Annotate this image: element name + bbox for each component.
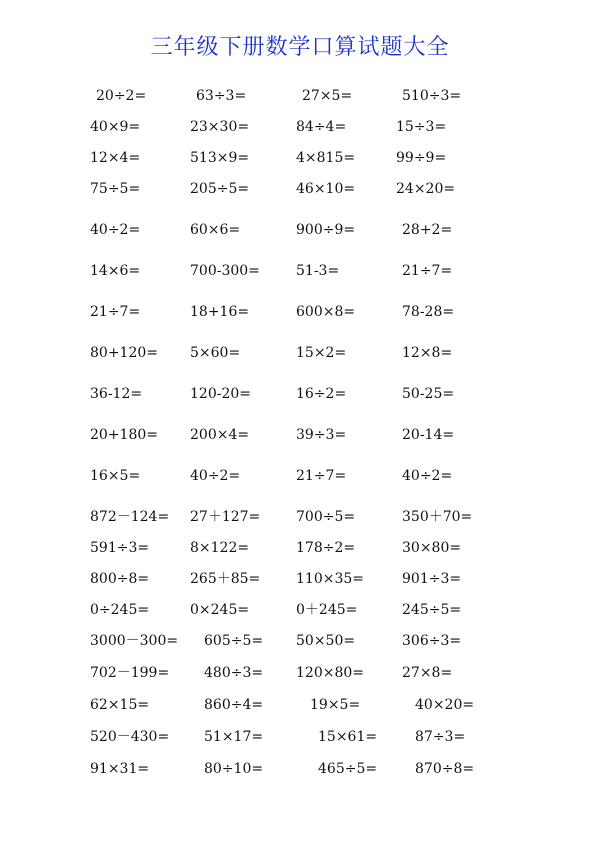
arithmetic-problem: 510÷3= xyxy=(402,88,462,104)
arithmetic-problem: 27×5= xyxy=(302,88,353,104)
arithmetic-problem: 110×35= xyxy=(296,571,364,587)
problem-row xyxy=(0,220,600,240)
arithmetic-problem: 480÷3= xyxy=(204,665,264,681)
arithmetic-problem: 600×8= xyxy=(296,304,356,320)
arithmetic-problem: 465÷5= xyxy=(318,761,378,777)
arithmetic-problem: 12×8= xyxy=(402,345,453,361)
arithmetic-problem: 16÷2= xyxy=(296,386,347,402)
arithmetic-problem: 78-28= xyxy=(402,304,455,320)
arithmetic-problem: 80÷10= xyxy=(204,761,264,777)
arithmetic-problem: 700÷5= xyxy=(296,509,356,525)
arithmetic-problem: 0÷245= xyxy=(90,602,150,618)
arithmetic-problem: 63÷3= xyxy=(196,88,247,104)
arithmetic-problem: 520－430= xyxy=(90,729,170,745)
problem-row xyxy=(0,663,600,683)
arithmetic-problem: 605÷5= xyxy=(204,633,264,649)
arithmetic-problem: 40×9= xyxy=(90,119,141,135)
arithmetic-problem: 350＋70= xyxy=(402,509,473,525)
arithmetic-problem: 99÷9= xyxy=(396,150,447,166)
arithmetic-problem: 62×15= xyxy=(90,697,150,713)
arithmetic-problem: 27×8= xyxy=(402,665,453,681)
arithmetic-problem: 5×60= xyxy=(190,345,241,361)
arithmetic-problem: 205÷5= xyxy=(190,181,250,197)
arithmetic-problem: 21÷7= xyxy=(90,304,141,320)
arithmetic-problem: 21÷7= xyxy=(402,263,453,279)
arithmetic-problem: 40÷2= xyxy=(90,222,141,238)
arithmetic-problem: 20+180= xyxy=(90,427,158,443)
problem-row xyxy=(0,425,600,445)
arithmetic-problem: 20-14= xyxy=(402,427,455,443)
arithmetic-problem: 50-25= xyxy=(402,386,455,402)
arithmetic-problem: 40÷2= xyxy=(190,468,241,484)
arithmetic-problem: 20÷2= xyxy=(96,88,147,104)
arithmetic-problem: 4×815= xyxy=(296,150,356,166)
problem-row xyxy=(0,148,600,168)
arithmetic-problem: 51-3= xyxy=(296,263,340,279)
arithmetic-problem: 16×5= xyxy=(90,468,141,484)
arithmetic-problem: 84÷4= xyxy=(296,119,347,135)
arithmetic-problem: 120×80= xyxy=(296,665,364,681)
arithmetic-problem: 265＋85= xyxy=(190,571,261,587)
arithmetic-problem: 14×6= xyxy=(90,263,141,279)
arithmetic-problem: 0＋245= xyxy=(296,602,358,618)
problem-row xyxy=(0,538,600,558)
arithmetic-problem: 40×20= xyxy=(415,697,475,713)
problem-row xyxy=(0,86,600,106)
problem-row xyxy=(0,179,600,199)
arithmetic-problem: 513×9= xyxy=(190,150,250,166)
arithmetic-problem: 30×80= xyxy=(402,540,462,556)
problem-row xyxy=(0,507,600,527)
arithmetic-problem: 15÷3= xyxy=(396,119,447,135)
problem-row xyxy=(0,117,600,137)
arithmetic-problem: 591÷3= xyxy=(90,540,150,556)
problem-row xyxy=(0,600,600,620)
arithmetic-problem: 91×31= xyxy=(90,761,150,777)
arithmetic-problem: 60×6= xyxy=(190,222,241,238)
arithmetic-problem: 19×5= xyxy=(310,697,361,713)
arithmetic-problem: 872－124= xyxy=(90,509,170,525)
arithmetic-problem: 3000－300= xyxy=(90,633,179,649)
arithmetic-problem: 21÷7= xyxy=(296,468,347,484)
arithmetic-problem: 80+120= xyxy=(90,345,158,361)
problem-row xyxy=(0,695,600,715)
arithmetic-problem: 870÷8= xyxy=(415,761,475,777)
arithmetic-problem: 901÷3= xyxy=(402,571,462,587)
arithmetic-problem: 51×17= xyxy=(204,729,264,745)
problem-row xyxy=(0,466,600,486)
arithmetic-problem: 87÷3= xyxy=(415,729,466,745)
arithmetic-problem: 15×61= xyxy=(318,729,378,745)
arithmetic-problem: 800÷8= xyxy=(90,571,150,587)
arithmetic-problem: 900÷9= xyxy=(296,222,356,238)
arithmetic-problem: 23×30= xyxy=(190,119,250,135)
problem-row xyxy=(0,759,600,779)
arithmetic-problem: 0×245= xyxy=(190,602,250,618)
arithmetic-problem: 860÷4= xyxy=(204,697,264,713)
arithmetic-problem: 28+2= xyxy=(402,222,453,238)
arithmetic-problem: 245÷5= xyxy=(402,602,462,618)
arithmetic-problem: 46×10= xyxy=(296,181,356,197)
problem-row xyxy=(0,631,600,651)
arithmetic-problem: 75÷5= xyxy=(90,181,141,197)
arithmetic-problem: 36-12= xyxy=(90,386,143,402)
page-title: 三年级下册数学口算试题大全 xyxy=(150,35,450,60)
arithmetic-problem: 8×122= xyxy=(190,540,250,556)
arithmetic-problem: 702－199= xyxy=(90,665,170,681)
problem-row xyxy=(0,384,600,404)
arithmetic-problem: 18+16= xyxy=(190,304,250,320)
problem-row xyxy=(0,261,600,281)
arithmetic-problem: 306÷3= xyxy=(402,633,462,649)
problem-row xyxy=(0,302,600,322)
arithmetic-problem: 24×20= xyxy=(396,181,456,197)
arithmetic-problem: 39÷3= xyxy=(296,427,347,443)
problem-row xyxy=(0,727,600,747)
arithmetic-problem: 120-20= xyxy=(190,386,251,402)
problem-row xyxy=(0,343,600,363)
arithmetic-problem: 178÷2= xyxy=(296,540,356,556)
arithmetic-problem: 700-300= xyxy=(190,263,260,279)
arithmetic-problem: 200×4= xyxy=(190,427,250,443)
arithmetic-problem: 40÷2= xyxy=(402,468,453,484)
arithmetic-problem: 50×50= xyxy=(296,633,356,649)
arithmetic-problem: 27＋127= xyxy=(190,509,261,525)
arithmetic-problem: 15×2= xyxy=(296,345,347,361)
problem-row xyxy=(0,569,600,589)
arithmetic-problem: 12×4= xyxy=(90,150,141,166)
